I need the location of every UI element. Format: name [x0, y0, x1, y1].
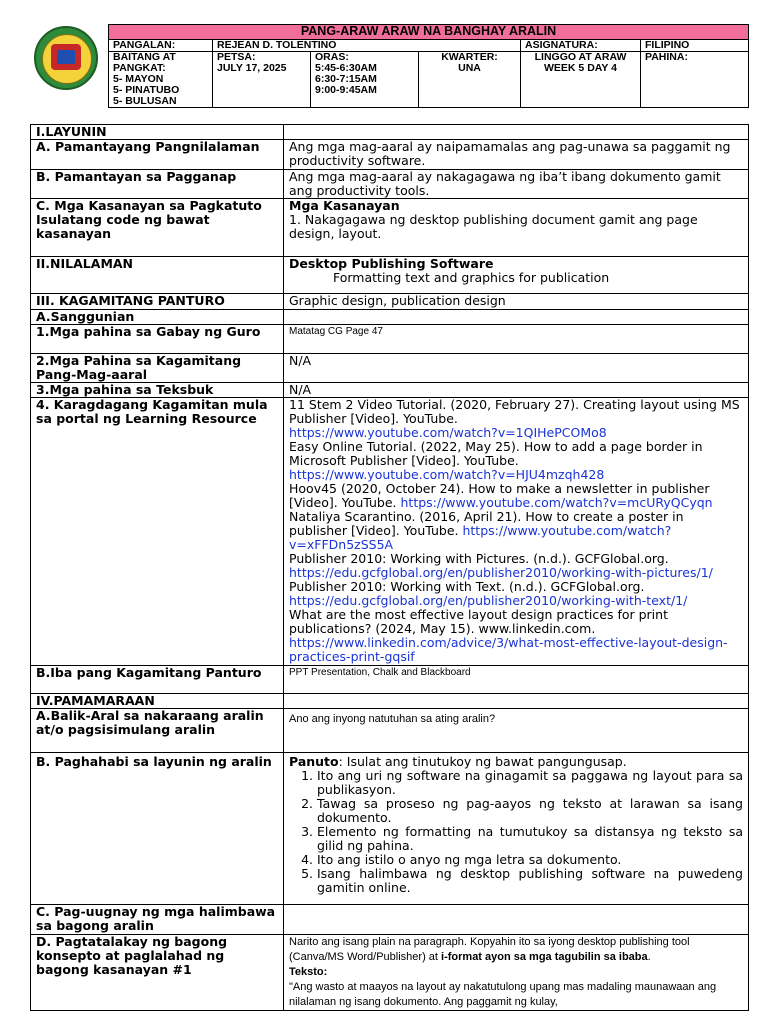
nilalaman-label: II.NILALAMAN	[31, 257, 284, 294]
panuto-item-5: 5. Isang halimbawa ng desktop publishing software na puwedeng gamitin online.	[317, 867, 743, 895]
kagamitan-label: III. KAGAMITANG PANTURO	[31, 294, 284, 310]
reference-5-text: Publisher 2010: Working with Pictures. (n.d.). GCFGlobal.org.	[289, 551, 669, 566]
section-pinatubo: 5- PINATUBO	[113, 84, 180, 96]
nilalaman-heading: Desktop Publishing Software	[289, 256, 494, 271]
nilalaman-cell	[284, 257, 749, 294]
baitang-label: BAITANG AT PANGKAT:	[113, 51, 176, 74]
nilalaman-value: Formatting text and graphics for publication	[333, 270, 610, 285]
reference-2	[289, 440, 743, 482]
logo-emblem	[51, 44, 81, 70]
pagtatalakay-bold: i-format ayon sa mga tagubilin sa ibaba	[441, 951, 648, 963]
pagtatalakay-instructions	[289, 935, 743, 965]
panuto-item-3: 3. Elemento ng formatting na tumutukoy sa distansya ng teksto sa gilid ng pahina.	[317, 825, 743, 853]
panuto-bold: Panuto	[289, 754, 339, 769]
reference-5	[289, 552, 743, 580]
section-mayon: 5- MAYON	[113, 73, 164, 85]
asignatura-label: ASIGNATURA:	[521, 40, 641, 52]
header-table	[108, 24, 749, 108]
school-logo	[34, 26, 98, 90]
reference-4-link[interactable]: https://www.youtube.com/watch?v=xFFDn5zSS5A	[289, 523, 672, 552]
oras-value-2: 6:30-7:15AM	[315, 73, 377, 85]
pamantayang-label: A. Pamantayang Pangnilalaman	[31, 140, 284, 170]
kasanayan-value: 1. Nakagagawa ng desktop publishing document gamit ang page design, layout.	[289, 212, 698, 241]
kasanayan-heading: Mga Kasanayan	[289, 198, 400, 213]
kagamitan-value: Graphic design, publication design	[284, 294, 749, 310]
panuto-item-2: 2. Tawag sa proseso ng pag-aayos ng teksto at larawan sa isang dokumento.	[317, 797, 743, 825]
petsa-cell	[213, 52, 311, 108]
iba-value: PPT Presentation, Chalk and Blackboard	[284, 666, 749, 694]
linggo-value: WEEK 5 DAY 4	[544, 62, 617, 74]
teksto-value: "Ang wasto at maayos na layout ay nakatutulong upang mas madaling maunawaan ang nilalaman ng isang dokumento. Ang paggamit ng kulay,	[289, 981, 717, 1008]
kagamitan-mag-value: N/A	[284, 354, 749, 383]
reference-7	[289, 608, 743, 664]
pagganap-label: B. Pamantayan sa Pagganap	[31, 170, 284, 199]
sanggunian-empty	[284, 310, 749, 325]
kagamitan-mag-label: 2.Mga Pahina sa Kagamitang Pang-Mag-aaral	[31, 354, 284, 383]
pamamaraan-label: IV.PAMAMARAAN	[31, 694, 284, 709]
panuto-cell	[284, 753, 749, 905]
pagtatalakay-end: .	[647, 951, 651, 963]
layunin-empty	[284, 125, 749, 140]
reference-7-text: What are the most effective layout design practices for print publications? (2024, May 15). www.linkedin.com.	[289, 607, 668, 636]
panuto-line	[289, 755, 743, 769]
reference-1-text: 11 Stem 2 Video Tutorial. (2020, February 27). Creating layout using MS Publisher [Video]. YouTube.	[289, 397, 740, 426]
reference-3-text: Hoov45 (2020, October 24). How to make a newsletter in publisher [Video]. YouTube.	[289, 481, 710, 510]
reference-4	[289, 510, 743, 552]
linggo-cell	[521, 52, 641, 108]
karagdagang-label: 4. Karagdagang Kagamitan mula sa portal ng Learning Resource	[31, 398, 284, 666]
sanggunian-label: A.Sanggunian	[31, 310, 284, 325]
section-bulusan: 5- BULUSAN	[113, 95, 177, 107]
pahina-cell	[641, 52, 749, 108]
pangalan-label: PANGALAN:	[109, 40, 213, 52]
pagugnay-label: C. Pag-uugnay ng mga halimbawa sa bagong aralin	[31, 905, 284, 935]
pahina-label: PAHINA:	[645, 51, 688, 63]
asignatura-value: FILIPINO	[641, 40, 749, 52]
references-cell	[284, 398, 749, 666]
oras-value-3: 9:00-9:45AM	[315, 84, 377, 96]
reference-6-link[interactable]: https://edu.gcfglobal.org/en/publisher2010/working-with-text/1/	[289, 593, 688, 608]
pangalan-value: REJEAN D. TOLENTINO	[213, 40, 521, 52]
kasanayan-value-cell	[284, 199, 749, 257]
gabay-value: Matatag CG Page 47	[284, 325, 749, 354]
reference-1	[289, 398, 743, 440]
panuto-list	[289, 769, 743, 895]
pagtatalakay-text: Narito ang isang plain na paragraph. Kopyahin ito sa iyong desktop publishing tool (Canva/MS Word/Publisher) at	[289, 936, 690, 963]
reference-5-link[interactable]: https://edu.gcfglobal.org/en/publisher2010/working-with-pictures/1/	[289, 565, 713, 580]
pagtatalakay-cell	[284, 935, 749, 1011]
kasanayan-label-1: C. Mga Kasanayan sa Pagkatuto	[36, 198, 262, 213]
pamamaraan-empty	[284, 694, 749, 709]
gabay-label: 1.Mga pahina sa Gabay ng Guro	[31, 325, 284, 354]
teksto-label: Teksto:	[289, 966, 328, 978]
balik-label: A.Balik-Aral sa nakaraang aralin at/o pagsisimulang aralin	[31, 709, 284, 753]
iba-label: B.Iba pang Kagamitang Panturo	[31, 666, 284, 694]
plan-title: PANG-ARAW ARAW NA BANGHAY ARALIN	[109, 25, 749, 40]
reference-7-link[interactable]: https://www.linkedin.com/advice/3/what-most-effective-layout-design-practices-print-gqsif	[289, 635, 728, 664]
kasanayan-label	[31, 199, 284, 257]
kasanayan-label-2: Isulatang code ng bawat kasanayan	[36, 212, 210, 241]
reference-6	[289, 580, 743, 608]
reference-3	[289, 482, 743, 510]
oras-label: ORAS:	[315, 51, 349, 63]
panuto-item-4: 4. Ito ang istilo o anyo ng mga letra sa dokumento.	[317, 853, 743, 867]
pagtatalakay-label: D. Pagtatalakay ng bagong konsepto at paglalahad ng bagong kasanayan #1	[31, 935, 284, 1011]
oras-value-1: 5:45-6:30AM	[315, 62, 377, 74]
petsa-label: PETSA:	[217, 51, 256, 63]
reference-1-link[interactable]: https://www.youtube.com/watch?v=1QIHePCOMo8	[289, 425, 607, 440]
teksbuk-value: N/A	[284, 383, 749, 398]
baitang-cell	[109, 52, 213, 108]
reference-4-text: Nataliya Scarantino. (2016, April 21). How to create a poster in publisher [Video]. YouTube.	[289, 509, 684, 538]
paghahabi-label: B. Paghahabi sa layunin ng aralin	[31, 753, 284, 905]
reference-6-text: Publisher 2010: Working with Text. (n.d.). GCFGlobal.org.	[289, 579, 645, 594]
reference-3-link[interactable]: https://www.youtube.com/watch?v=mcURyQCyqn	[400, 495, 713, 510]
kwarter-value: UNA	[458, 62, 481, 74]
pagugnay-empty	[284, 905, 749, 935]
petsa-value: JULY 17, 2025	[217, 62, 287, 74]
reference-2-text: Easy Online Tutorial. (2022, May 25). How to add a page border in Microsoft Publisher [Video]. YouTube.	[289, 439, 703, 468]
layunin-heading: I.LAYUNIN	[31, 125, 284, 140]
reference-2-link[interactable]: https://www.youtube.com/watch?v=HJU4mzqh428	[289, 467, 605, 482]
panuto-item-1: 1. Ito ang uri ng software na ginagamit sa paggawa ng layout para sa publikasyon.	[317, 769, 743, 797]
panuto-text: : Isulat ang tinutukoy ng bawat pangungusap.	[338, 754, 627, 769]
pamantayang-value: Ang mga mag-aaral ay naipamamalas ang pag-unawa sa paggamit ng productivity software.	[284, 140, 749, 170]
lesson-plan-table	[30, 124, 749, 1011]
oras-cell	[311, 52, 419, 108]
pagganap-value: Ang mga mag-aaral ay nakagagawa ng iba’t ibang dokumento gamit ang productivity tools.	[284, 170, 749, 199]
kwarter-label: KWARTER:	[441, 51, 498, 63]
kwarter-cell	[419, 52, 521, 108]
teksbuk-label: 3.Mga pahina sa Teksbuk	[31, 383, 284, 398]
linggo-label: LINGGO AT ARAW	[534, 51, 627, 63]
balik-value: Ano ang inyong natutuhan sa ating aralin?	[284, 709, 749, 753]
